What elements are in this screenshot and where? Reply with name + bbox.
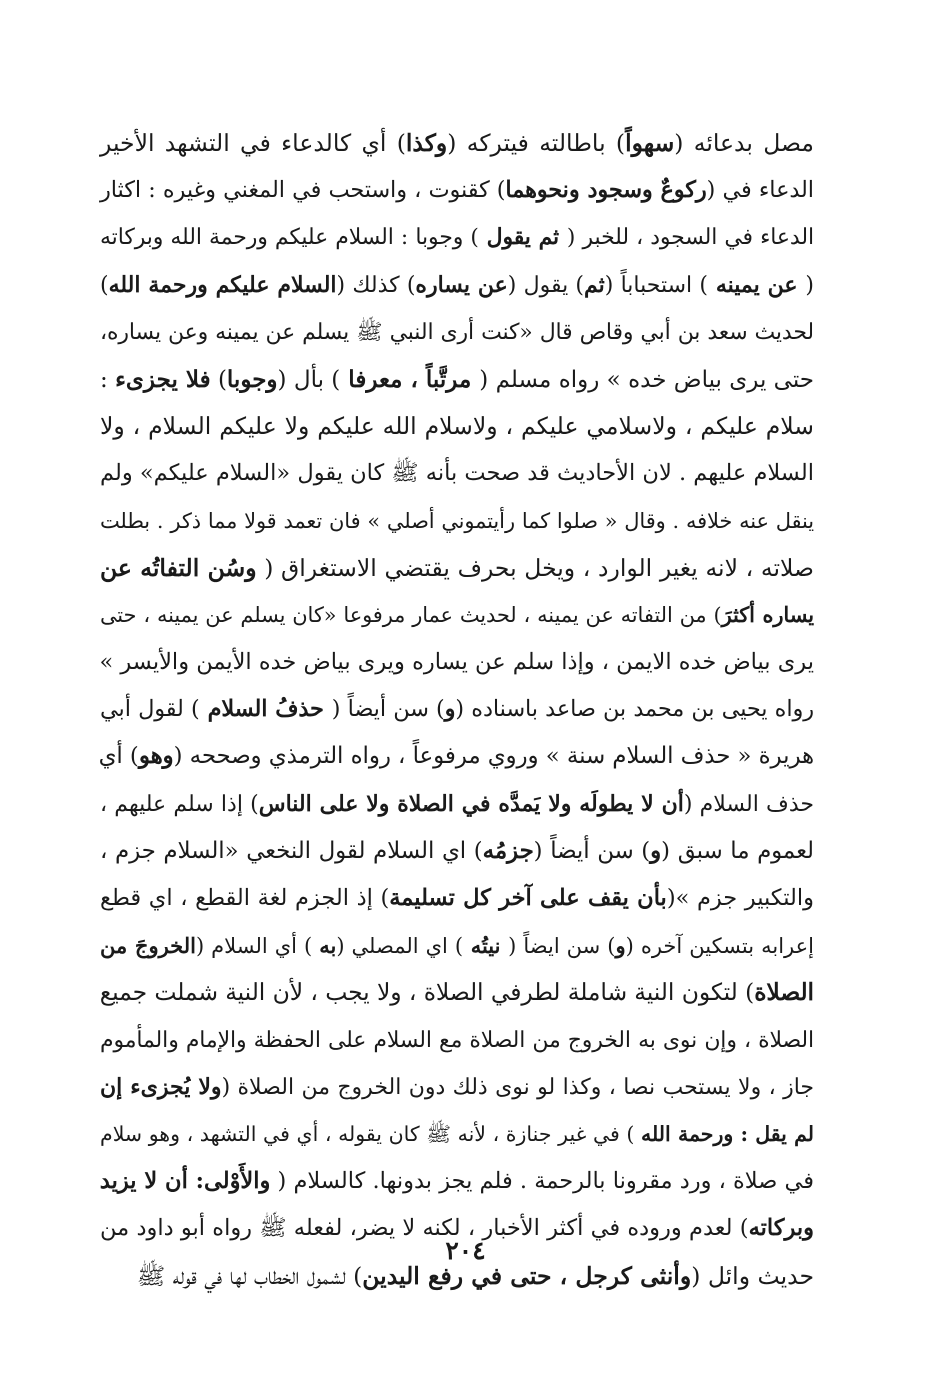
bold-text-segment: سهواً bbox=[625, 129, 675, 157]
text-segment: والتكبير جزم »( bbox=[666, 885, 814, 911]
bold-text-segment: و bbox=[650, 837, 662, 864]
text-line bbox=[100, 262, 814, 309]
bold-text-segment: به bbox=[319, 933, 337, 959]
text-segment: ) لتكون النية شاملة لطرفي الصلاة ، ولا يجب ، لأن النية شملت جميع bbox=[99, 979, 755, 1007]
text-segment: ) سن أيضاً ( bbox=[533, 837, 651, 864]
text-line bbox=[100, 875, 814, 922]
text-line bbox=[100, 1017, 814, 1064]
text-segment: مصل بدعائه ( bbox=[674, 129, 814, 157]
text-segment: صلاته ، لانه يغير الوارد ، ويخل بحرف يقتضي الاستغراق ( bbox=[256, 553, 814, 582]
bold-text-segment: بأن يقف على آخر كل تسليمة bbox=[389, 885, 667, 911]
bold-text-segment: وأنثى كرجل ، حتى في رفع اليدين bbox=[362, 1261, 692, 1290]
bold-text-segment: ركوعٌ وسجود ونحوهما bbox=[505, 177, 707, 204]
text-segment: رواه يحيى بن محمد بن صاعد باسناده ( bbox=[455, 696, 815, 723]
text-line bbox=[100, 781, 814, 828]
text-line bbox=[100, 639, 814, 686]
text-segment: ) من التفاته عن يمينه ، لحديث عمار مرفوعا «كان يسلم عن يمينه ، حتى bbox=[100, 602, 722, 627]
text-segment: سلام عليكم ، ولاسلامي عليكم ، ولاسلام الله عليكم ولا عليكم السلام ، ولا bbox=[100, 412, 814, 441]
bold-text-segment: نيتُه bbox=[463, 933, 509, 959]
text-segment: السلام عليهم . لان الأحاديث قد صحت بأنه ﷺ كان يقول «السلام عليكم» ولم bbox=[100, 460, 814, 487]
bold-text-segment: وجوبا bbox=[226, 365, 278, 393]
text-segment: في صلاة ، ورد مقرونا بالرحمة . فلم يجز بدونها. كالسلام ( bbox=[270, 1168, 814, 1195]
text-line bbox=[100, 167, 814, 214]
text-segment: ) استحباباً ( bbox=[604, 272, 708, 298]
text-segment: ) إذ الجزم لغة القطع ، اي قطع bbox=[100, 885, 390, 911]
text-line bbox=[100, 309, 814, 356]
text-segment: ) بأل ( bbox=[277, 366, 341, 393]
bold-text-segment: الصلاة bbox=[754, 979, 814, 1007]
text-segment: ) في غير جنازة ، لأنه ﷺ كان يقوله ، أي في التشهد ، وهو سلام bbox=[100, 1121, 642, 1146]
bold-text-segment: الخروجَ من bbox=[100, 933, 196, 959]
text-line bbox=[100, 592, 814, 639]
text-segment: ينقل عنه خلافه . وقال « صلوا كما رأيتموني أصلي » فان تعمد قولا مما ذكر . بطلت bbox=[100, 508, 814, 533]
text-segment: ( bbox=[805, 272, 814, 298]
bold-text-segment: حذفُ السلام bbox=[199, 696, 332, 723]
text-segment: ) bbox=[210, 366, 227, 393]
text-segment: الدعاء في ( bbox=[706, 177, 814, 204]
bold-text-segment: عن يساره bbox=[415, 271, 508, 298]
text-line bbox=[100, 686, 814, 733]
text-segment: : bbox=[100, 366, 116, 393]
text-line bbox=[100, 403, 814, 450]
text-line bbox=[100, 120, 814, 167]
bold-text-segment: وكذا bbox=[405, 129, 448, 157]
text-segment: ) لعدم وروده في أكثر الأخبار ، لكنه لا يضر، لفعله ﷺ رواه أبو داود من bbox=[100, 1215, 749, 1242]
text-segment: حذف السلام ( bbox=[683, 791, 814, 817]
bold-text-segment: عن يمينه bbox=[707, 271, 806, 298]
text-segment: ) اي المصلي ( bbox=[336, 934, 464, 959]
text-line bbox=[100, 969, 814, 1016]
text-line bbox=[100, 1158, 814, 1205]
bold-text-segment: ثم bbox=[584, 271, 605, 298]
body-text bbox=[100, 120, 814, 1300]
bold-text-segment: وبركاته bbox=[748, 1215, 814, 1242]
text-segment: ) وجوبا : السلام عليكم ورحمة الله وبركاته bbox=[100, 225, 479, 251]
text-segment: جاز ، ولا يستحب نصا ، وكذا لو نوى ذلك دون الخروج من الصلاة ( bbox=[221, 1074, 815, 1100]
bold-text-segment: السلام عليكم ورحمة الله bbox=[108, 271, 337, 298]
text-segment: ) كذلك ( bbox=[336, 272, 416, 298]
page-number: ٢٠٤ bbox=[445, 1236, 486, 1265]
bold-text-segment: و bbox=[444, 696, 456, 723]
text-segment: الدعاء في السجود ، للخبر ( bbox=[566, 225, 814, 251]
text-line bbox=[100, 498, 814, 545]
bold-text-segment: وسُن التفاتُه عن bbox=[100, 553, 257, 582]
text-segment: ) أي bbox=[98, 743, 139, 770]
text-segment: ) كقنوت ، واستحب في المغني وغيره : اكثار bbox=[100, 177, 506, 204]
bold-text-segment: وهو bbox=[138, 743, 174, 770]
text-line bbox=[100, 828, 814, 875]
bold-text-segment: أن لا يطولَه ولا يَمدَّه في الصلاة ولا على الناس bbox=[258, 790, 684, 817]
text-segment: حديث وائل ( bbox=[691, 1261, 814, 1290]
text-segment: ) أي السلام ( bbox=[195, 934, 320, 959]
bold-text-segment: والأَوْلى: أن لا يزيد bbox=[99, 1168, 271, 1195]
text-segment: إعرابه بتسكين آخره ( bbox=[625, 934, 814, 959]
text-line bbox=[100, 545, 814, 592]
text-segment: ) سن أيضاً ( bbox=[331, 696, 445, 723]
text-segment: ) اي السلام لقول النخعي «السلام جزم ، bbox=[100, 837, 483, 864]
bold-text-segment: يساره أكثرَ bbox=[721, 602, 814, 627]
text-segment: هريرة « حذف السلام سنة » وروي مرفوعاً ، رواه الترمذي وصححه ( bbox=[173, 743, 814, 770]
text-segment: حتى يرى بياض خده » رواه مسلم ( bbox=[479, 366, 815, 393]
text-line bbox=[100, 450, 814, 497]
text-line bbox=[100, 733, 814, 780]
text-segment: ) يقول ( bbox=[507, 272, 585, 298]
text-line bbox=[100, 922, 814, 969]
text-segment: ) سن ايضاً ( bbox=[508, 934, 616, 959]
text-line bbox=[100, 1111, 814, 1158]
text-line bbox=[100, 356, 814, 403]
text-line bbox=[100, 214, 814, 261]
text-segment: ) باطالته فيتركه ( bbox=[447, 129, 626, 157]
bold-text-segment: لم يقل : ورحمة الله bbox=[641, 1121, 814, 1146]
text-segment: لحديث سعد بن أبي وقاص قال «كنت أرى النبي ﷺ يسلم عن يمينه وعن يساره، bbox=[100, 319, 814, 345]
bold-text-segment: مرتَّباً ، معرفا bbox=[340, 365, 480, 393]
text-segment: ) إذا سلم عليهم ، bbox=[100, 791, 259, 817]
bold-text-segment: ولا يُجزىء إن bbox=[100, 1073, 222, 1100]
bold-text-segment: ثم يقول bbox=[478, 225, 567, 251]
text-segment: ) أي كالدعاء في التشهد الأخير bbox=[100, 129, 406, 157]
bold-text-segment: فلا يجزىء bbox=[115, 365, 211, 393]
text-segment: ) لشمول الخطاب لها في قوله ﷺ bbox=[136, 1261, 363, 1290]
text-segment: لعموم ما سبق ( bbox=[661, 837, 814, 864]
bold-text-segment: جزمُه bbox=[482, 837, 534, 864]
text-segment: ) لقول أبي bbox=[100, 696, 200, 723]
text-segment: ) bbox=[100, 272, 109, 298]
text-segment: الصلاة ، وإن نوى به الخروج من الصلاة مع السلام على الحفظة والإمام والمأموم bbox=[100, 1027, 814, 1053]
text-segment: يرى بياض خده الايمن ، وإذا سلم عن يساره ويرى بياض خده الأيمن والأيسر » bbox=[99, 649, 814, 676]
bold-text-segment: و bbox=[615, 933, 626, 959]
text-line bbox=[100, 1064, 814, 1111]
